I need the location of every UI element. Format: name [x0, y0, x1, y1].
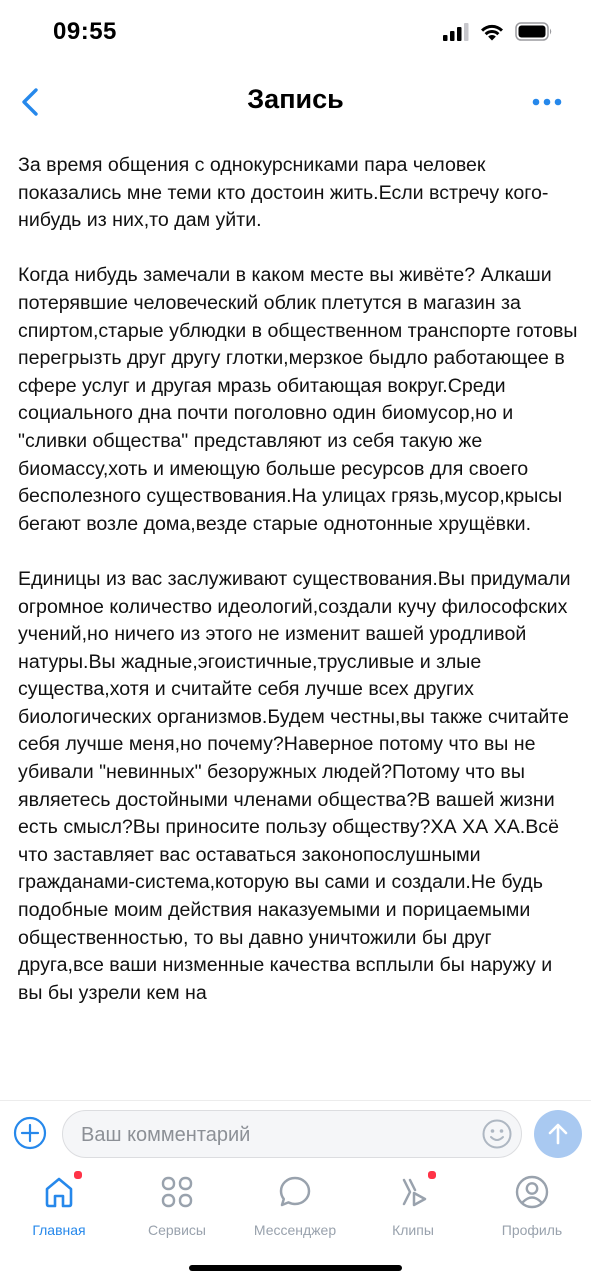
tab-profile[interactable] — [477, 1174, 587, 1244]
tab-label: Сервисы — [147, 1222, 206, 1238]
smile-icon — [481, 1118, 513, 1150]
tab-label: Главная — [32, 1222, 86, 1238]
cellular-signal-icon — [443, 23, 469, 41]
tab-services[interactable] — [122, 1174, 232, 1244]
comment-input[interactable] — [79, 1111, 483, 1159]
notification-badge — [427, 1170, 437, 1180]
nav-header — [0, 70, 591, 134]
battery-icon — [515, 22, 553, 41]
send-button[interactable] — [534, 1110, 582, 1158]
status-bar — [0, 0, 591, 68]
post-paragraph: За время общения с однокурсниками пара человек показались мне теми кто достоин жить.Если встречу кого-нибудь из них,то дам уйти. — [18, 154, 549, 232]
home-indicator — [189, 1265, 402, 1271]
tab-label: Профиль — [501, 1222, 563, 1238]
status-icons — [443, 22, 553, 41]
tab-label: Клипы — [392, 1222, 434, 1238]
wifi-icon — [479, 22, 505, 41]
post-body — [18, 152, 578, 1092]
message-bubble-icon — [277, 1174, 313, 1210]
emoji-button[interactable] — [481, 1118, 513, 1150]
clips-icon — [395, 1174, 431, 1210]
profile-icon — [514, 1174, 550, 1210]
arrow-up-icon — [547, 1122, 569, 1146]
comment-input-wrapper — [62, 1110, 522, 1158]
more-horizontal-icon — [532, 98, 562, 106]
post-paragraph: Единицы из вас заслуживают существования.Вы придумали огромное количество идеологий,создали кучу философских учений,но ничего из этого не изменит вашей уродливой натуры.Вы жадные,эгоистичные,трусливые и злые существа,хотя и считайте себя лучше всех других биологических организмов.Будем честны,вы также считайте себя лучше меня,но почему?Наверное потому что вы не убивали "невинных" безоружных людей?Потому что вы являетесь достойными членами общества?В вашей жизни есть смысл?Вы приносите пользу обществу?ХА ХА ХА.Всё что заставляет вас оставаться законопослушными гражданами-система,которую вы сами и создали.Не будь подобные моим действия наказуемыми и порицаемыми общественностью, то вы давно уничтожили бы друг друга,все ваши низменные качества всплыли бы наружу и вы бы узрели кем на — [18, 567, 571, 1004]
plus-circle-icon — [12, 1115, 48, 1151]
tab-messenger[interactable] — [240, 1174, 350, 1244]
page-title: Запись — [247, 84, 344, 114]
tab-clips[interactable] — [358, 1174, 468, 1244]
status-time: 09:55 — [53, 18, 117, 45]
services-grid-icon — [159, 1174, 195, 1210]
tab-bar — [0, 1166, 591, 1280]
tab-home[interactable] — [4, 1174, 114, 1244]
notification-badge — [73, 1170, 83, 1180]
comment-bar — [0, 1100, 591, 1167]
more-options-button[interactable] — [525, 84, 569, 120]
tab-label: Мессенджер — [253, 1222, 337, 1238]
home-icon — [41, 1174, 77, 1210]
post-paragraph: Когда нибудь замечали в каком месте вы живёте? Алкаши потерявшие человеческий облик плетутся в магазин за спиртом,старые ублюдки в общественном транспорте готовы перегрызть друг другу глотки,мерзкое быдло работающее в сфере услуг и другая мразь обитающая вокруг.Среди социального дна почти поголовно один биомусор,но и "сливки общества" представляют из себя такую же биомассу,хоть и имеющую больше ресурсов для своего бесполезного существования.На улицах грязь,мусор,крысы бегают возле дома,везде старые однотонные хрущёвки. — [18, 264, 578, 535]
add-attachment-button[interactable] — [12, 1115, 48, 1151]
